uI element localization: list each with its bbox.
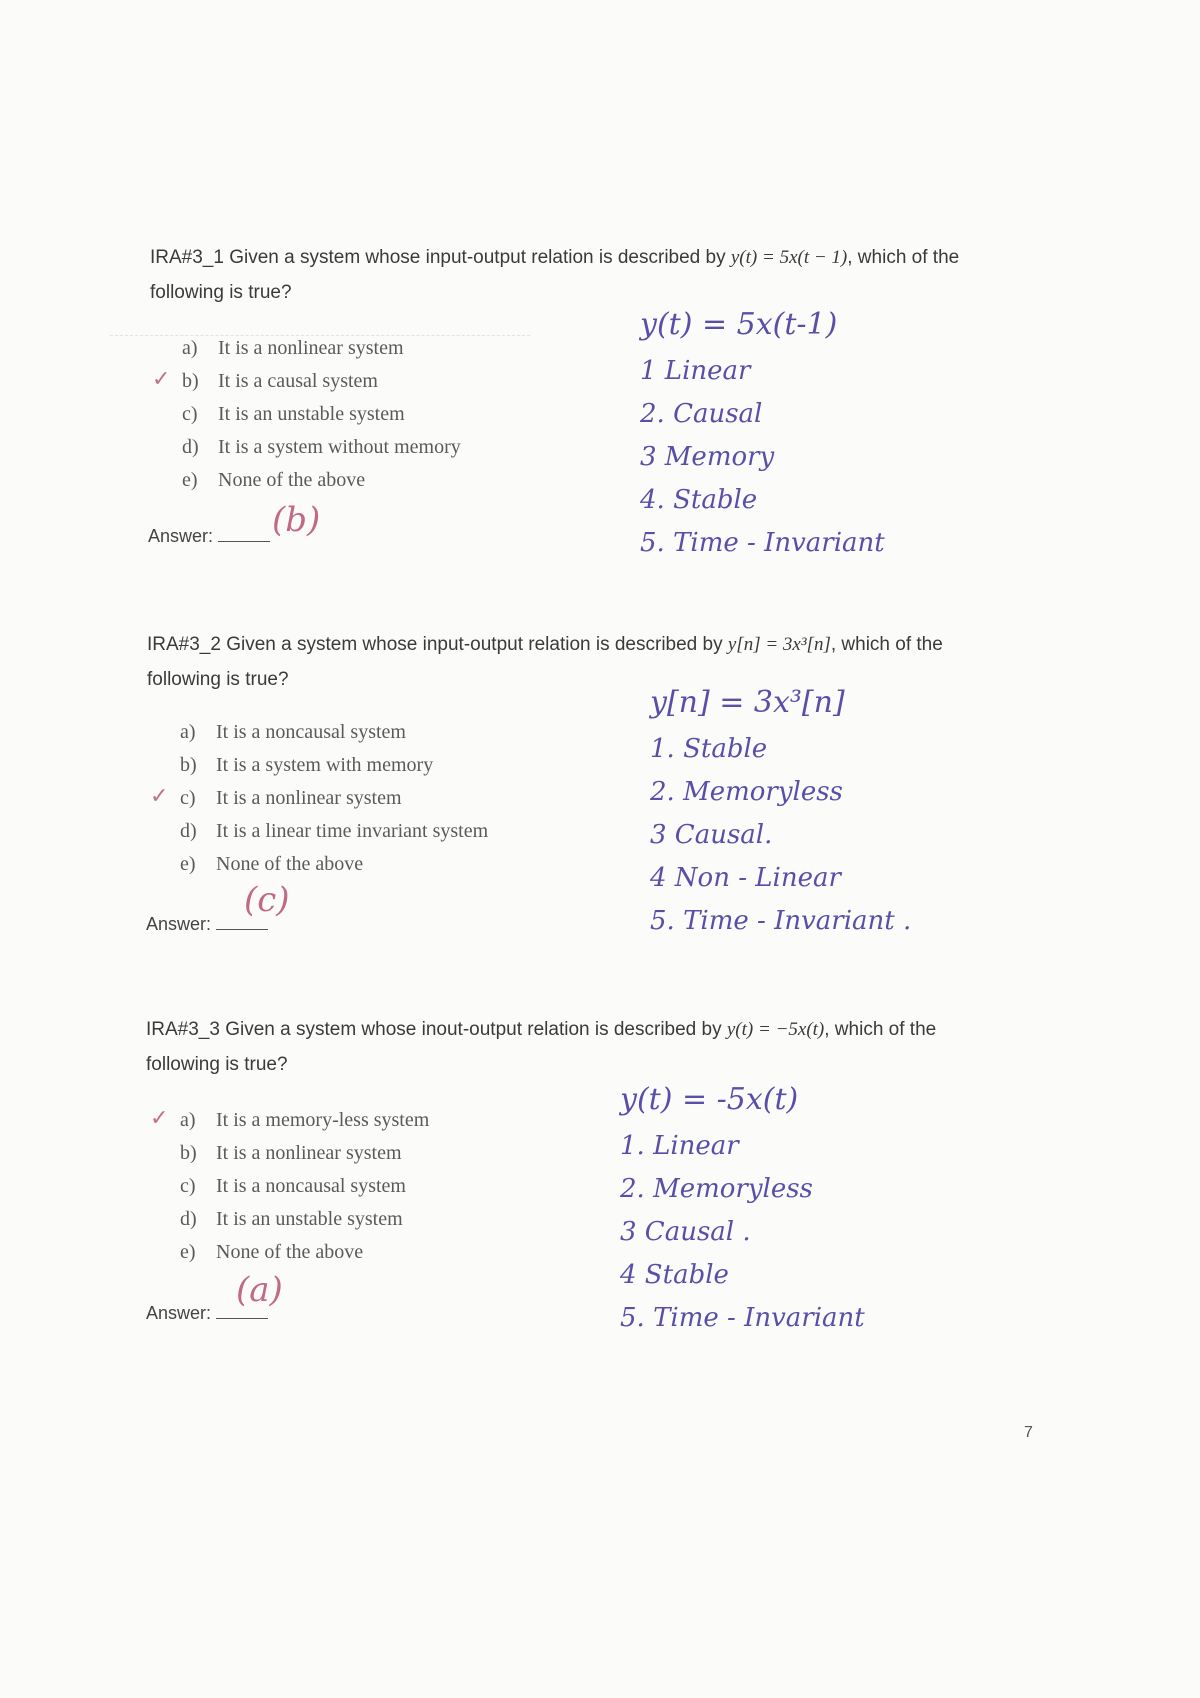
option-letter: c)	[182, 403, 198, 425]
option-text: It is a noncausal system	[216, 721, 406, 743]
option-letter: e)	[180, 1241, 196, 1263]
option-text: It is a system without memory	[218, 436, 461, 458]
question-3-handwritten-answer: (a)	[236, 1270, 283, 1310]
option-c[interactable]	[150, 782, 488, 815]
question-2-equation: y[n] = 3x³[n]	[727, 634, 831, 655]
work-equation: y[n] = 3x³[n]	[650, 685, 845, 720]
work-item: 2. Memoryless	[650, 777, 843, 807]
option-a[interactable]	[182, 332, 461, 365]
option-text: It is a nonlinear system	[218, 337, 404, 359]
option-b[interactable]	[180, 749, 488, 782]
work-item: 1. Stable	[650, 734, 768, 764]
work-item: 5. Time - Invariant .	[650, 906, 912, 936]
option-letter: c)	[180, 1175, 196, 1197]
page-number: 7	[1024, 1424, 1033, 1441]
question-3-equation: y(t) = −5x(t)	[726, 1019, 825, 1040]
question-1-stem-line2: following is true?	[150, 282, 292, 303]
option-b[interactable]	[152, 365, 461, 398]
answer-label: Answer:	[146, 1303, 212, 1323]
option-text: None of the above	[216, 853, 364, 875]
question-1-stem-tail: , which of the	[847, 247, 960, 268]
answer-line[interactable]	[218, 525, 270, 542]
option-text: None of the above	[216, 1241, 364, 1263]
option-text: It is a nonlinear system	[216, 787, 402, 809]
work-item: 4 Stable	[620, 1260, 729, 1290]
question-2-stem-line2: following is true?	[147, 669, 289, 690]
option-a[interactable]	[150, 1104, 430, 1137]
option-d[interactable]	[182, 431, 461, 464]
answer-label: Answer:	[148, 526, 214, 546]
option-d[interactable]	[180, 1203, 429, 1236]
work-equation: y(t) = -5x(t)	[620, 1082, 799, 1117]
option-letter: a)	[180, 1109, 196, 1131]
work-item: 3 Causal .	[620, 1217, 751, 1247]
work-item: 5. Time - Invariant	[640, 528, 885, 558]
work-item: 3 Memory	[640, 442, 775, 472]
question-1-handwritten-work	[640, 300, 885, 565]
option-text: It is a noncausal system	[216, 1175, 406, 1197]
work-item: 4 Non - Linear	[650, 863, 841, 893]
option-letter: a)	[180, 721, 196, 743]
question-2-handwritten-work	[650, 678, 911, 943]
option-b[interactable]	[180, 1137, 429, 1170]
option-letter: b)	[180, 1142, 197, 1164]
option-letter: b)	[180, 754, 197, 776]
option-text: It is an unstable system	[216, 1208, 403, 1230]
option-letter: a)	[182, 337, 198, 359]
option-text: It is an unstable system	[218, 403, 405, 425]
question-3-handwritten-work	[620, 1075, 865, 1340]
option-text: None of the above	[218, 469, 366, 491]
question-1-stem-text: IRA#3_1 Given a system whose input-output relation is described by	[150, 247, 731, 268]
option-text: It is a causal system	[218, 370, 378, 392]
option-letter: e)	[182, 469, 198, 491]
option-text: It is a memory-less system	[216, 1109, 430, 1131]
option-e[interactable]	[182, 464, 461, 497]
option-letter: e)	[180, 853, 196, 875]
question-1-answer	[148, 525, 270, 547]
option-text: It is a system with memory	[216, 754, 434, 776]
option-letter: d)	[180, 820, 197, 842]
work-item: 1 Linear	[640, 356, 751, 386]
option-letter: d)	[182, 436, 199, 458]
work-item: 4. Stable	[640, 485, 758, 515]
work-item: 2. Memoryless	[620, 1174, 813, 1204]
option-c[interactable]	[180, 1170, 429, 1203]
option-letter: c)	[180, 787, 196, 809]
question-3-stem-line2: following is true?	[146, 1054, 288, 1075]
work-item: 2. Causal	[640, 399, 763, 429]
check-mark-icon: ✓	[150, 784, 169, 809]
question-3-stem-text: IRA#3_3 Given a system whose inout-output relation is described by	[146, 1019, 727, 1040]
work-equation: y(t) = 5x(t-1)	[640, 307, 838, 342]
check-mark-icon: ✓	[150, 1106, 169, 1131]
work-item: 1. Linear	[620, 1131, 739, 1161]
option-text: It is a linear time invariant system	[216, 820, 489, 842]
question-1-handwritten-answer: (b)	[272, 500, 321, 540]
option-a[interactable]	[180, 716, 488, 749]
check-mark-icon: ✓	[152, 367, 171, 392]
question-3-stem	[146, 1012, 1026, 1082]
work-item: 3 Causal.	[650, 820, 773, 850]
question-2-stem-text: IRA#3_2 Given a system whose input-output relation is described by	[147, 634, 728, 655]
option-c[interactable]	[182, 398, 461, 431]
question-2-handwritten-answer: (c)	[244, 880, 290, 920]
question-3-stem-tail: , which of the	[824, 1019, 937, 1040]
question-2-stem-tail: , which of the	[830, 634, 943, 655]
question-1-options	[152, 332, 461, 497]
option-letter: b)	[182, 370, 199, 392]
question-3-options	[150, 1104, 430, 1269]
question-1-equation: y(t) = 5x(t − 1)	[730, 247, 848, 268]
option-e[interactable]	[180, 1236, 429, 1269]
option-letter: d)	[180, 1208, 197, 1230]
work-item: 5. Time - Invariant	[620, 1303, 865, 1333]
question-2-options	[150, 716, 489, 881]
question-1-stem	[150, 240, 1030, 310]
option-e[interactable]	[180, 848, 488, 881]
option-d[interactable]	[180, 815, 488, 848]
answer-label: Answer:	[146, 914, 212, 934]
option-text: It is a nonlinear system	[216, 1142, 402, 1164]
